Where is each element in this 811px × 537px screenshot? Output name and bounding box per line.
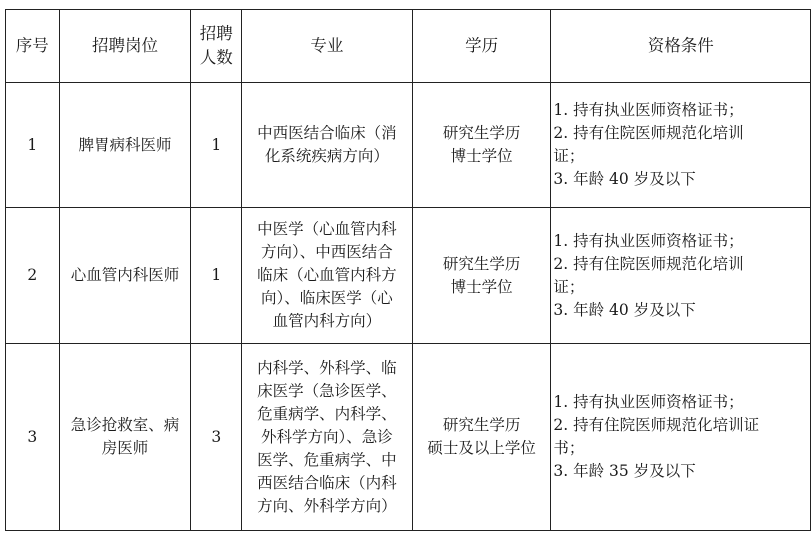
requirement-line: 证； — [553, 147, 585, 165]
header-count-line: 招聘 — [199, 24, 233, 43]
header-major: 专业 — [242, 10, 413, 83]
education-line: 硕士及以上学位 — [427, 439, 536, 457]
requirement-line: 书； — [553, 439, 585, 457]
requirement-line: 证； — [553, 277, 585, 296]
cell-education — [412, 344, 551, 531]
major-line: 向）、临床医学（心 — [261, 289, 393, 307]
cell-education — [412, 208, 551, 344]
cell-requirements — [551, 344, 811, 531]
cell-count: 1 — [191, 83, 242, 208]
major-line: 医学、危重病学、中 — [257, 450, 397, 469]
major-line: 血管内科方向） — [272, 312, 382, 330]
position-line: 急诊抢救室、病 — [70, 416, 180, 434]
requirement-line: 1. 持有执业医师资格证书； — [553, 393, 744, 411]
major-line: 外科学方向）、急诊 — [261, 427, 393, 446]
header-count — [191, 10, 242, 83]
major-line: 方向）、中西医结合 — [261, 243, 393, 261]
requirement-line: 3. 年龄 40 岁及以下 — [553, 300, 696, 319]
cell-major — [242, 208, 413, 344]
cell-count: 3 — [191, 344, 242, 531]
major-line: 危重病学、内科学、 — [257, 404, 397, 423]
requirement-line: 2. 持有住院医师规范化培训证 — [553, 416, 760, 434]
education-line: 研究生学历 — [442, 416, 521, 434]
requirement-line: 1. 持有执业医师资格证书； — [553, 231, 744, 250]
header-row — [6, 10, 811, 83]
requirement-line: 2. 持有住院医师规范化培训 — [553, 124, 744, 142]
cell-requirements — [551, 83, 811, 208]
major-line: 化系统疾病方向） — [264, 147, 389, 165]
education-line: 博士学位 — [450, 147, 513, 165]
header-education: 学历 — [412, 10, 551, 83]
header-position: 招聘岗位 — [59, 10, 191, 83]
cell-position — [59, 208, 191, 344]
requirement-line: 3. 年龄 35 岁及以下 — [553, 462, 696, 480]
education-line: 研究生学历 — [442, 124, 521, 142]
requirement-line: 2. 持有住院医师规范化培训 — [553, 254, 744, 273]
major-line: 内科学、外科学、临 — [257, 358, 397, 377]
major-line: 中医学（心血管内科 — [257, 220, 397, 238]
major-line: 中西医结合临床（消 — [257, 124, 397, 142]
education-line: 研究生学历 — [442, 254, 521, 273]
position-line: 脾胃病科医师 — [78, 135, 172, 154]
major-line: 方向、外科学方向） — [257, 496, 397, 515]
cell-position — [59, 344, 191, 531]
header-requirements: 资格条件 — [551, 10, 811, 83]
cell-seq: 2 — [6, 208, 60, 344]
major-line: 西医结合临床（内科 — [257, 473, 397, 492]
cell-count: 1 — [191, 208, 242, 344]
position-line: 房医师 — [101, 439, 149, 457]
major-line: 临床（心血管内科方 — [257, 266, 397, 284]
cell-seq: 1 — [6, 83, 60, 208]
table-row — [6, 83, 811, 208]
major-line: 床医学（急诊医学、 — [257, 381, 397, 400]
header-count-line: 人数 — [199, 48, 233, 67]
table-row — [6, 344, 811, 531]
education-line: 博士学位 — [450, 277, 513, 296]
cell-major — [242, 344, 413, 531]
cell-seq: 3 — [6, 344, 60, 531]
recruitment-table — [5, 9, 811, 531]
cell-requirements — [551, 208, 811, 344]
cell-education — [412, 83, 551, 208]
position-line: 心血管内科医师 — [70, 266, 180, 284]
header-seq: 序号 — [6, 10, 60, 83]
table-row — [6, 208, 811, 344]
cell-position — [59, 83, 191, 208]
cell-major — [242, 83, 413, 208]
requirement-line: 1. 持有执业医师资格证书； — [553, 101, 744, 119]
requirement-line: 3. 年龄 40 岁及以下 — [553, 170, 696, 188]
